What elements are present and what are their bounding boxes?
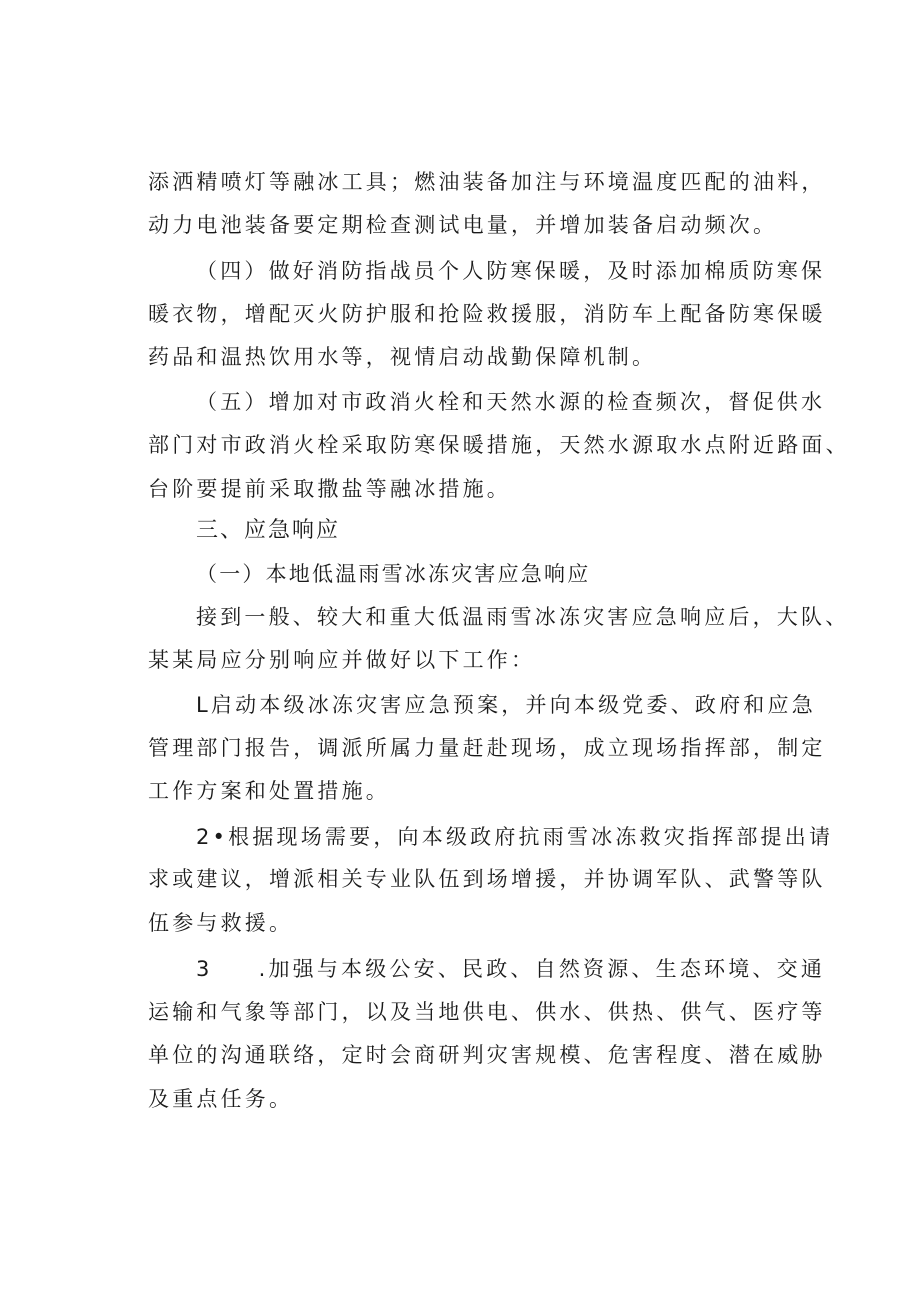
list-item-number: 3 [196,957,213,981]
body-text-line: 部门对市政消火栓采取防寒保暖措施，天然水源取水点附近路面、 [148,433,850,457]
body-text-line: 接到一般、较大和重大低温雨雪冰冻灾害应急响应后，大队、 [196,605,850,629]
list-item-text: L启动本级冰冻灾害应急预案，并向本级党委、政府和应急 [196,693,816,717]
list-item-body: .加强与本级公安、民政、自然资源、生态环境、交通 [258,957,826,981]
body-text-line: 动力电池装备要定期检查测试电量，并增加装备启动频次。 [148,213,778,237]
list-item-text: 伍参与救援。 [148,911,294,935]
list-item-text: 2•根据现场需要，向本级政府抗雨雪冰冻救灾指挥部提出请 [196,825,834,849]
body-text-line: 药品和温热饮用水等，视情启动战勤保障机制。 [148,345,657,369]
list-item-text: 管理部门报告，调派所属力量赶赴现场，成立现场指挥部，制定 [148,736,826,760]
list-item-text [196,955,825,983]
list-item-text: 运输和气象等部门，以及当地供电、供水、供热、供气、医疗等 [148,1000,826,1024]
list-item-text: 求或建议，增派相关专业队伍到场增援，并协调军队、武警等队 [148,867,826,891]
list-item-text: 及重点任务。 [148,1087,294,1111]
body-text-line: （五）增加对市政消火栓和天然水源的检查频次，督促供水 [196,390,826,414]
list-item-text: 工作方案和处置措施。 [148,779,390,803]
body-text-line: 台阶要提前采取撒盐等融冰措施。 [148,477,511,501]
body-text-line: 暖衣物，增配灭火防护服和抢险救援服，消防车上配备防寒保暖 [148,302,826,326]
body-text-line: 添洒精喷灯等融冰工具；燃油装备加注与环境温度匹配的油料， [148,170,826,194]
list-item-text: 单位的沟通联络，定时会商研判灾害规模、危害程度、潜在威胁 [148,1043,826,1067]
subsection-heading: （一）本地低温雨雪冰冻灾害应急响应 [196,562,591,586]
section-heading: 三、应急响应 [196,518,341,543]
body-text-line: 某某局应分别响应并做好以下工作： [148,648,536,672]
body-text-line: （四）做好消防指战员个人防寒保暖，及时添加棉质防寒保 [196,259,826,283]
